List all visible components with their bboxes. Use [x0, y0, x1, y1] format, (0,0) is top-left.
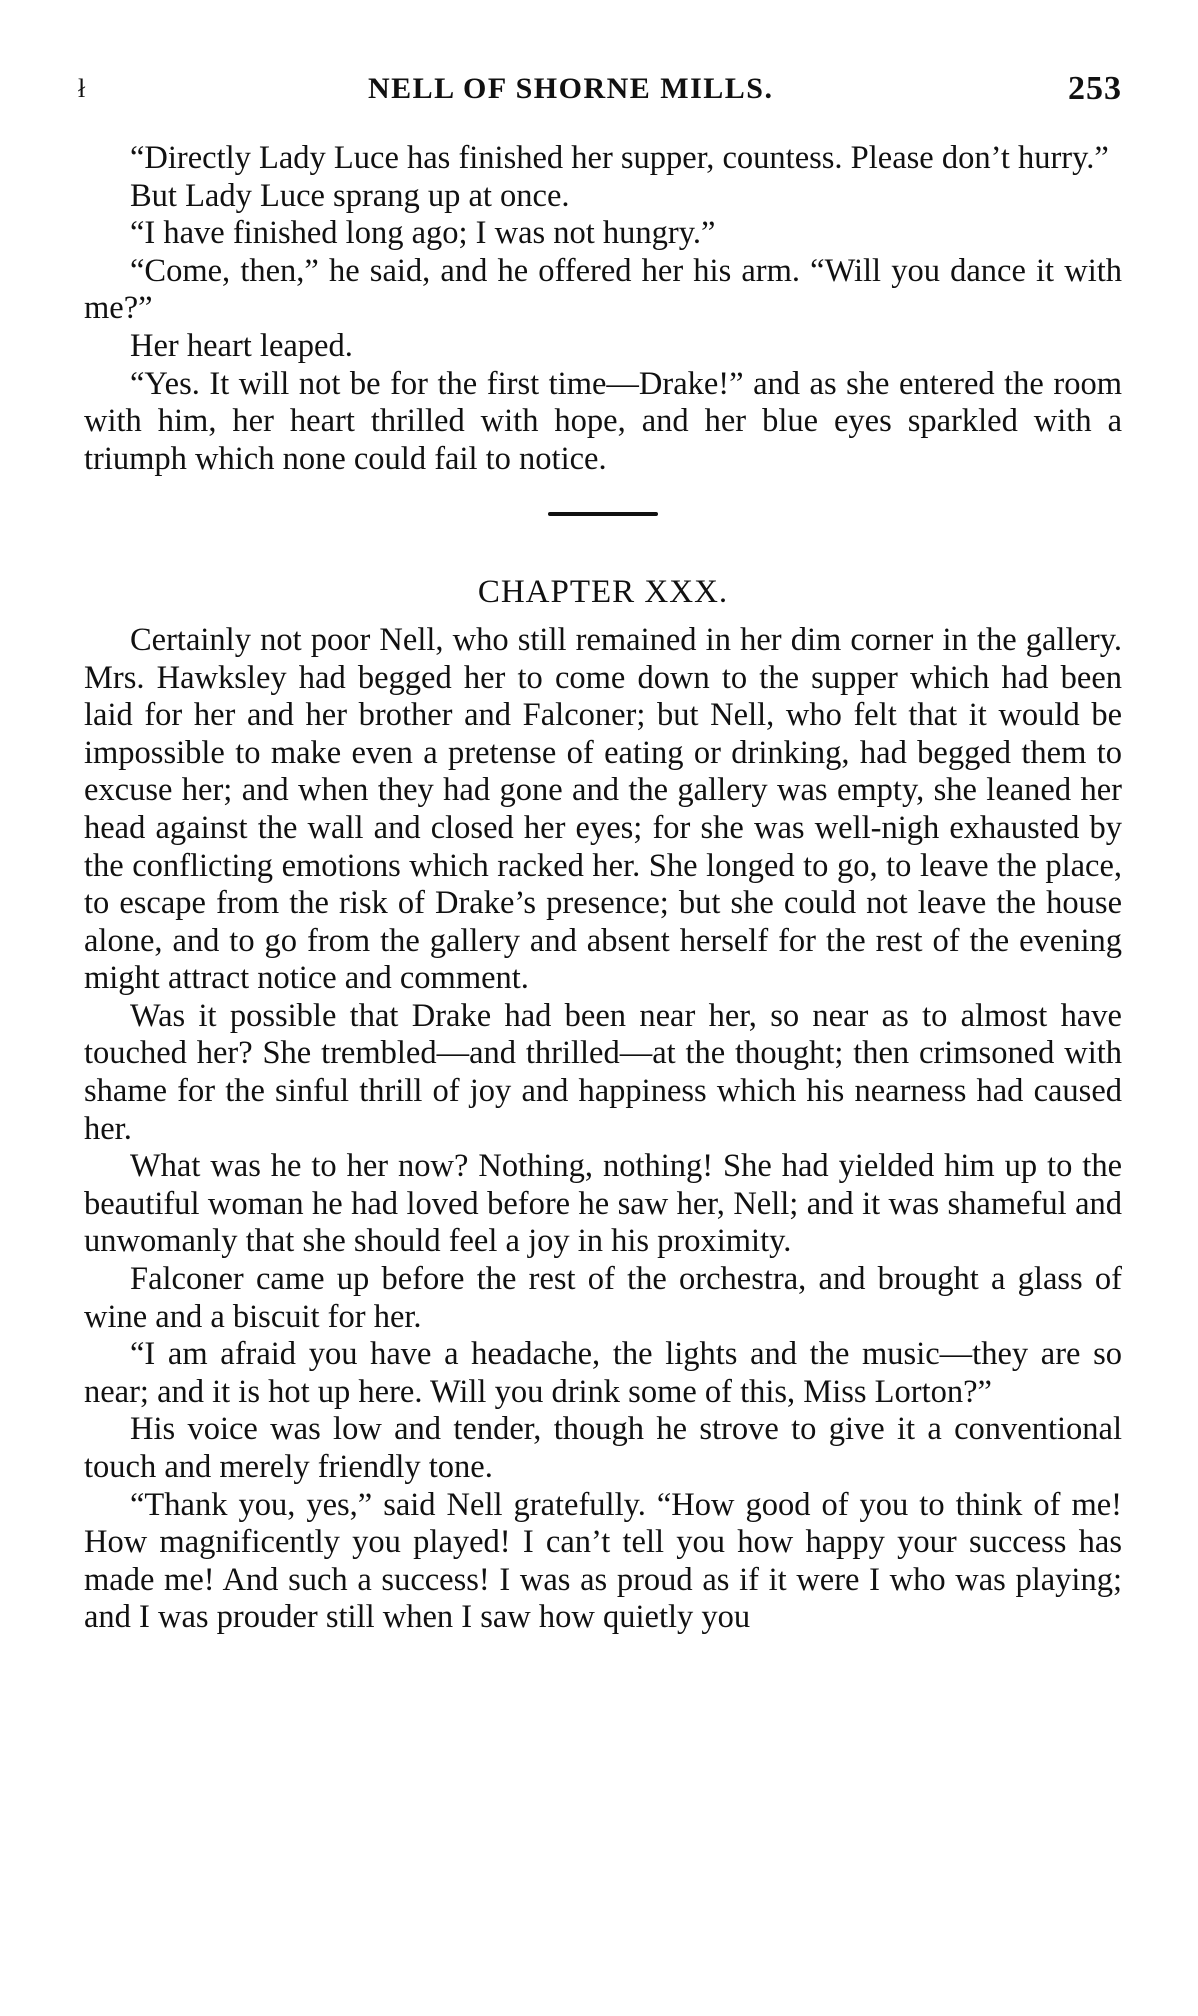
paragraph: “Directly Lady Luce has finished her supper, countess. Please don’t hurry.”: [130, 140, 1109, 176]
paragraph: “Come, then,” he said, and he offered her his arm. “Will you dance it with me?”: [84, 252, 1122, 327]
paragraph: “Yes. It will not be for the first time—Drake!” and as she entered the room with him, her heart thrilled with hope, and her blue eyes sparkled with a triumph which none could fail to notice.: [84, 365, 1122, 477]
paragraph: What was he to her now? Nothing, nothing! She had yielded him up to the beautiful woman he had loved before he saw her, Nell; and it was shameful and unwomanly that she should feel a joy in his proximity.: [84, 1148, 1122, 1260]
paragraph: But Lady Luce sprang up at once.: [130, 177, 570, 214]
paragraph: “I am afraid you have a headache, the lights and the music—they are so near; and it is hot up here. Will you drink some of this, Miss Lorton?”: [84, 1336, 1122, 1410]
paragraph: Certainly not poor Nell, who still remained in her dim corner in the gallery. Mrs. Hawksley had begged her to come down to the supper which had been laid for her and her brother and Falconer; but Nell, who felt that it would be impossible to make even a pretense of eating or drinking, had begged them to excuse her; and when they had gone and the gallery was empty, she leaned her head against the wall and closed her eyes; for she was well-nigh exhausted by the conflicting emotions which racked her. She longed to go, to leave the place, to escape from the risk of Drake’s presence; but she could not leave the house alone, and to go from the gallery and absent herself for the rest of the evening might attract notice and comment.: [84, 621, 1122, 997]
paragraph: His voice was low and tender, though he strove to give it a conventional touch and merely friendly tone.: [84, 1411, 1122, 1485]
body-text: [84, 140, 1122, 1637]
paragraph: “Thank you, yes,” said Nell gratefully. “How good of you to think of me! How magnificently you played! I can’t tell you how happy your success has made me! And such a success! I was as proud as if it were I who was playing; and I was prouder still when I saw how quietly you: [84, 1486, 1122, 1636]
paragraph: “I have finished long ago; I was not hungry.”: [130, 215, 716, 252]
paragraph: Her heart leaped.: [130, 327, 353, 364]
running-title: NELL OF SHORNE MILLS.: [368, 72, 774, 105]
paragraph: Falconer came up before the rest of the orchestra, and brought a glass of wine and a biscuit for her.: [84, 1261, 1122, 1335]
running-head: [78, 70, 1122, 120]
paragraph: Was it possible that Drake had been near her, so near as to almost have touched her? She trembled—and thrilled—at the thought; then crimsoned with shame for the sinful thrill of joy and happiness which his nearness had caused her.: [84, 997, 1122, 1147]
chapter-title: CHAPTER XXX.: [477, 574, 729, 611]
margin-mark: ł: [78, 74, 87, 103]
section-divider: [548, 512, 658, 516]
page-number: 253: [1068, 70, 1122, 107]
